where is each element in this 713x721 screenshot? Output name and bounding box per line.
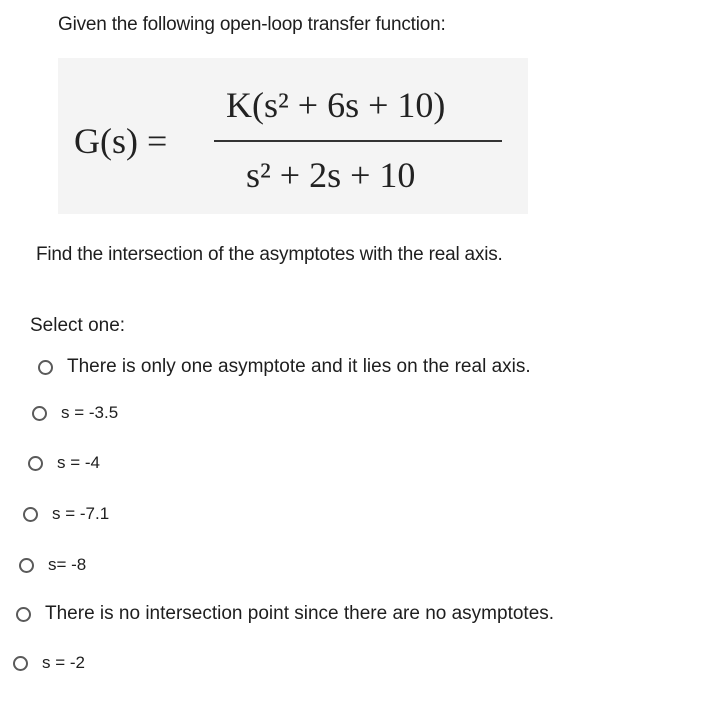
- answer-option[interactable]: [38, 356, 531, 378]
- answer-option-label: s = -7.1: [52, 504, 110, 523]
- question-prompt: Find the intersection of the asymptotes with the real axis.: [36, 244, 503, 265]
- answer-option-label: There is only one asymptote and it lies on the real axis.: [67, 356, 531, 377]
- transfer-function-formula: [58, 58, 528, 214]
- radio-button-icon[interactable]: [13, 656, 28, 671]
- radio-button-icon[interactable]: [19, 558, 34, 573]
- radio-button-icon[interactable]: [28, 456, 43, 471]
- radio-button-icon[interactable]: [16, 607, 31, 622]
- answer-option[interactable]: [28, 453, 100, 473]
- question-intro: Given the following open-loop transfer function:: [58, 14, 446, 35]
- answer-option-label: s = -2: [42, 653, 85, 672]
- select-one-label: Select one:: [30, 315, 126, 336]
- formula-lhs: G(s) =: [74, 121, 168, 161]
- radio-button-icon[interactable]: [23, 507, 38, 522]
- answer-option-label: There is no intersection point since there are no asymptotes.: [45, 603, 555, 624]
- answer-option-label: s = -4: [57, 453, 100, 472]
- answer-option[interactable]: [13, 653, 85, 673]
- radio-button-icon[interactable]: [32, 406, 47, 421]
- answer-option[interactable]: [23, 504, 109, 524]
- answer-option-label: s= -8: [48, 555, 87, 574]
- answer-option[interactable]: [19, 555, 86, 575]
- answer-option[interactable]: [16, 603, 554, 625]
- answer-option-label: s = -3.5: [61, 403, 119, 422]
- formula-numerator: K(s² + 6s + 10): [226, 85, 446, 125]
- answer-option[interactable]: [32, 403, 118, 423]
- formula-denominator: s² + 2s + 10: [246, 155, 416, 195]
- radio-button-icon[interactable]: [38, 360, 53, 375]
- fraction-bar: [214, 140, 502, 142]
